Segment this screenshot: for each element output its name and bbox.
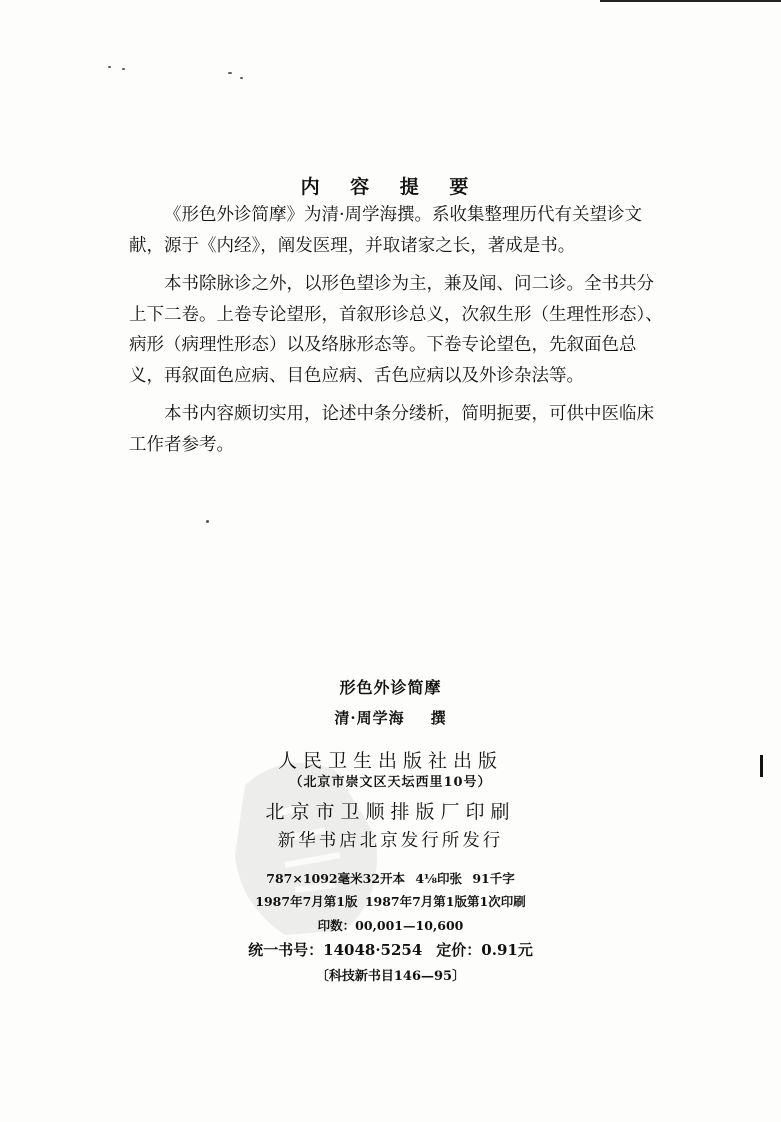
scan-speck (228, 72, 232, 74)
colophon-print-run: 印数：00,001—10,600 (317, 918, 464, 933)
colophon-distributor: 新华书店北京发行所发行 (277, 831, 504, 851)
colophon-catalog: 〔科技新书目146—95〕 (315, 969, 466, 984)
colophon-book-title: 形色外诊简摩 (339, 678, 442, 697)
colophon-author-line (0, 707, 781, 728)
colophon-editions: 1987年7月第1版 1987年7月第1版第1次印刷 (255, 894, 526, 909)
summary-paragraph: 《形色外诊简摩》为清·周学海撰。系收集整理历代有关望诊文献，源于《内经》，阐发医理，并取诸家之长，著成是书。 (129, 205, 643, 256)
summary-paragraph: 本书内容颇切实用，论述中条分缕析，简明扼要，可供中医临床工作者参考。 (129, 404, 654, 455)
colophon-printer: 北京市卫顺排版厂印刷 (265, 801, 516, 823)
summary-paragraph: 本书除脉诊之外，以形色望诊为主，兼及闻、问二诊。全书共分上下二卷。上卷专论望形，首叙形诊总义，次叙生形（生理性形态）、病形（病理性形态）以及络脉形态等。下卷专论望色，先叙面色总义，再叙面色应病、目色应病、舌色应病以及外诊杂法等。 (129, 274, 663, 386)
scan-speck (206, 520, 209, 523)
colophon-specs: 787×1092毫米32开本 4⅛印张 91千字 (266, 871, 515, 886)
colophon-price: 定价：0.91元 (436, 941, 533, 959)
summary-body (129, 200, 669, 468)
scan-speck (122, 68, 125, 70)
colophon-author-role: 撰 (430, 709, 447, 727)
scan-edge-line (600, 0, 781, 2)
scan-speck (240, 77, 243, 79)
summary-heading: 内 容 提 要 (300, 176, 481, 198)
colophon-author: 清·周学海 (334, 709, 405, 727)
colophon-isbn: 统一书号：14048·5254 (248, 941, 423, 959)
colophon-publisher: 人民卫生出版社出版 (277, 750, 503, 772)
colophon-isbn-line (0, 939, 781, 960)
scan-speck (108, 66, 111, 68)
colophon-publisher-address: （北京市崇文区天坛西里10号） (289, 775, 492, 790)
